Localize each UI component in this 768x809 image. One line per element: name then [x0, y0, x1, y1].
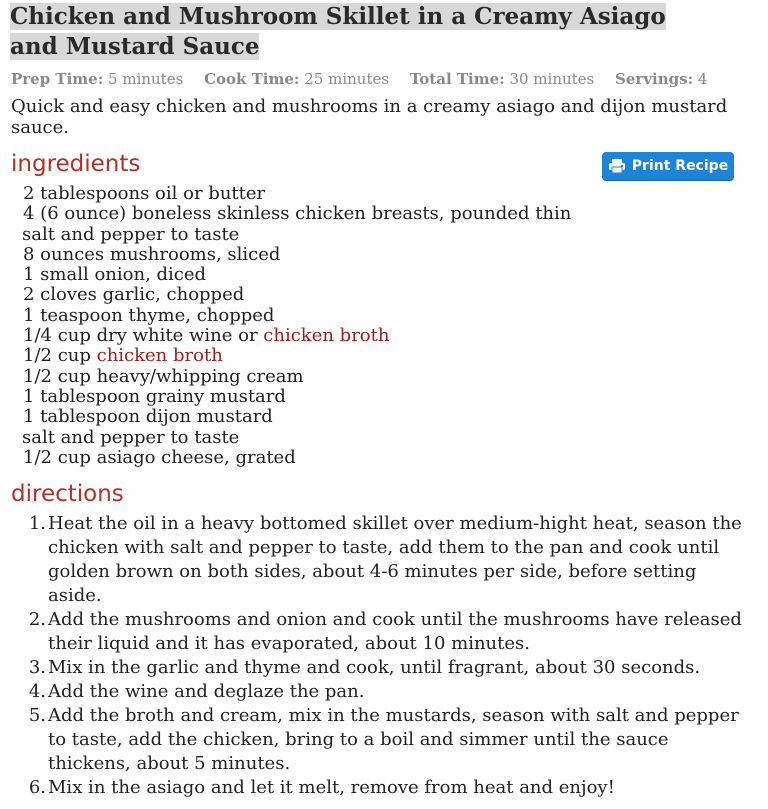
step-text: Mix in the asiago and let it melt, remove from heat and enjoy!	[48, 777, 615, 798]
meta-prep-time	[11, 70, 183, 88]
ingredient-item: 1 tablespoon dijon mustard	[23, 406, 273, 428]
ingredient-item: 8 ounces mushrooms, sliced	[23, 243, 281, 265]
print-recipe-button[interactable]	[602, 152, 734, 180]
recipe-summary: Quick and easy chicken and mushrooms in a creamy asiago and dijon mustard sauce.	[11, 96, 728, 138]
printer-icon	[608, 158, 626, 174]
direction-step	[28, 512, 743, 608]
ingredients-list	[23, 184, 571, 468]
direction-step	[28, 608, 743, 656]
step-number: 3.	[28, 657, 46, 678]
step-text: Add the wine and deglaze the pan.	[48, 681, 365, 702]
step-number: 5.	[28, 705, 46, 726]
recipe-title	[10, 2, 716, 62]
meta-cook-time	[204, 70, 389, 88]
ingredient-item: 4 (6 ounce) boneless skinless chicken breasts, pounded thin	[23, 203, 572, 225]
step-number: 1.	[28, 513, 46, 534]
print-button-label: Print Recipe	[631, 158, 729, 174]
ingredient-item	[23, 346, 571, 366]
ingredient-item: 1 teaspoon thyme, chopped	[23, 304, 275, 326]
direction-step	[28, 680, 743, 704]
meta-value: 4	[697, 70, 708, 88]
ingredient-item: 1/2 cup asiago cheese, grated	[23, 446, 296, 468]
step-text: Mix in the garlic and thyme and cook, until fragrant, about 30 seconds.	[48, 657, 701, 678]
ingredient-item: salt and pepper to taste	[22, 426, 240, 448]
meta-label: Servings:	[615, 70, 694, 88]
recipe-meta	[11, 70, 723, 88]
meta-servings	[615, 70, 707, 88]
step-text: Add the mushrooms and onion and cook until the mushrooms have released their liquid and it has evaporated, about 10 minutes.	[48, 609, 742, 654]
direction-step	[28, 656, 743, 680]
ingredient-item	[23, 326, 571, 346]
directions-heading: directions	[11, 481, 124, 507]
chicken-broth-link[interactable]: chicken broth	[96, 345, 223, 367]
ingredient-item: 1/2 cup heavy/whipping cream	[23, 365, 304, 387]
meta-total-time	[410, 70, 594, 88]
ingredient-item: 1 tablespoon grainy mustard	[23, 385, 286, 407]
ingredient-text: 1/2 cup	[23, 345, 97, 367]
ingredient-item: salt and pepper to taste	[22, 223, 240, 245]
meta-label: Total Time:	[409, 70, 505, 88]
ingredient-item: 2 tablespoons oil or butter	[23, 183, 266, 204]
chicken-broth-link[interactable]: chicken broth	[263, 325, 390, 347]
directions-list	[28, 512, 743, 800]
step-number: 2.	[28, 609, 46, 630]
meta-value: 30 minutes	[509, 70, 595, 88]
ingredient-item: 1 small onion, diced	[23, 264, 207, 286]
direction-step	[28, 704, 743, 776]
direction-step	[28, 776, 743, 800]
step-text: Heat the oil in a heavy bottomed skillet over medium-hight heat, season the chicken with salt and pepper to taste, add them to the pan and cook until golden brown on both sides, about 4-6 minutes per side, before setting aside.	[48, 513, 742, 606]
ingredient-text: 1/4 cup dry white wine or	[23, 325, 264, 347]
ingredients-heading: ingredients	[11, 151, 141, 177]
step-number: 4.	[28, 681, 46, 702]
ingredient-item: 2 cloves garlic, chopped	[23, 284, 245, 306]
meta-label: Prep Time:	[11, 70, 104, 88]
step-text: Add the broth and cream, mix in the mustards, season with salt and pepper to taste, add the chicken, bring to a boil and simmer until the sauce thickens, about 5 minutes.	[48, 705, 739, 774]
step-number: 6.	[28, 777, 46, 798]
meta-value: 5 minutes	[108, 70, 184, 88]
meta-value: 25 minutes	[304, 70, 390, 88]
meta-label: Cook Time:	[204, 70, 300, 88]
recipe-title-text: Chicken and Mushroom Skillet in a Creamy Asiago and Mustard Sauce	[10, 3, 666, 60]
